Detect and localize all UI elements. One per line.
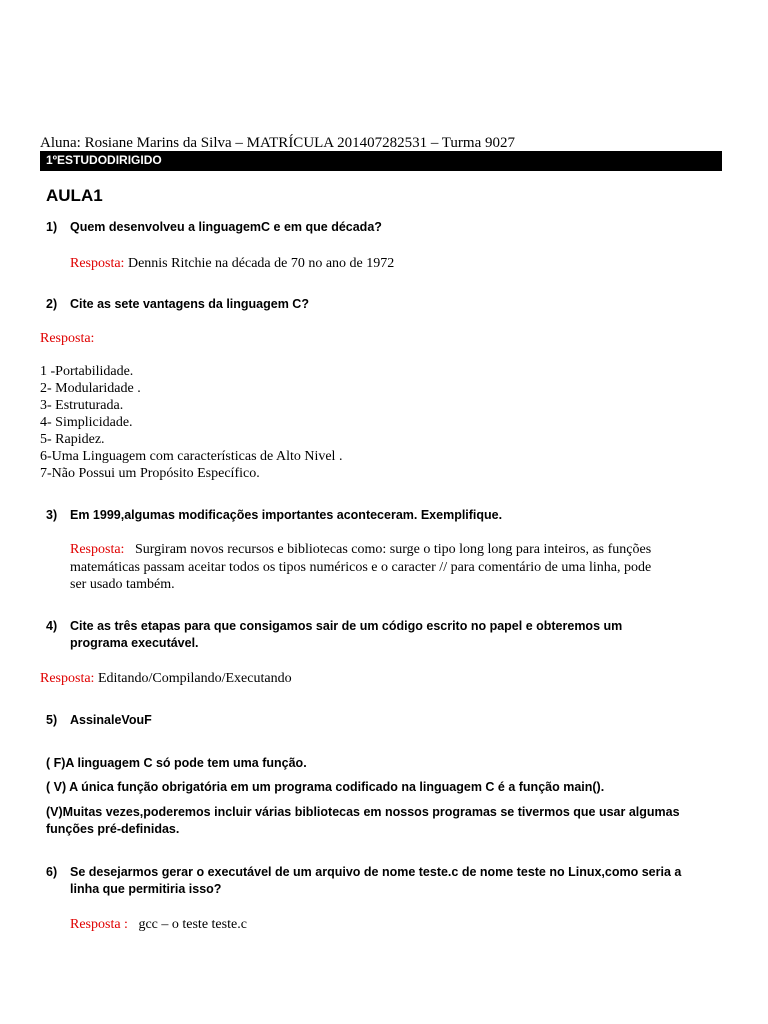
answer-6 (70, 917, 247, 933)
question-number: 2) (46, 297, 58, 311)
answer-3-line-1 (70, 542, 651, 558)
question-number: 6) (46, 865, 58, 879)
question-6-line-2: linha que permitiria isso? (70, 882, 222, 896)
title-banner (40, 151, 722, 171)
list-item: 3- Estruturada. (40, 398, 124, 413)
question-number: 4) (46, 619, 58, 633)
list-item: 4- Simplicidade. (40, 415, 133, 430)
answer-label: Resposta: (70, 256, 125, 271)
question-4-line-2: programa executável. (70, 636, 199, 650)
question-text: Cite as três etapas para que consigamos sair de um código escrito no papel e obteremos um (70, 619, 623, 633)
list-item: 5- Rapidez. (40, 432, 105, 447)
answer-text: gcc – o teste teste.c (138, 917, 247, 932)
answer-label: Resposta : (70, 917, 128, 932)
question-number: 5) (46, 713, 58, 727)
true-false-item: ( V) A única função obrigatória em um programa codificado na linguagem C é a função main(). (46, 780, 605, 794)
answer-text: Surgiram novos recursos e bibliotecas como: surge o tipo long long para inteiros, as funções (134, 542, 652, 557)
list-item: 1 -Portabilidade. (40, 364, 134, 379)
answer-label: Resposta: (40, 331, 95, 346)
question-text: Em 1999,algumas modificações importantes aconteceram. Exemplifique. (70, 508, 503, 522)
answer-3-line-3: ser usado também. (70, 577, 175, 592)
banner-title: 1ºESTUDODIRIGIDO (46, 153, 162, 167)
answer-3-line-2: matemáticas passam aceitar todos os tipos numéricos e o caracter // para comentário de uma linha, pode (70, 560, 652, 575)
list-item: 7-Não Possui um Propósito Específico. (40, 466, 260, 481)
answer-text: Dennis Ritchie na década de 70 no ano de 1972 (127, 256, 395, 271)
student-info-line: Aluna: Rosiane Marins da Silva – MATRÍCULA 201407282531 – Turma 9027 (40, 135, 515, 151)
question-text: AssinaleVouF (70, 713, 152, 727)
answer-label: Resposta: (40, 671, 95, 686)
question-text: Se desejarmos gerar o executável de um arquivo de nome teste.c de nome teste no Linux,como seria a (70, 865, 682, 879)
true-false-item: ( F)A linguagem C só pode tem uma função. (46, 756, 307, 770)
answer-label: Resposta: (70, 542, 125, 557)
answer-4 (40, 671, 292, 687)
question-number: 3) (46, 508, 58, 522)
true-false-item: (V)Muitas vezes,poderemos incluir várias bibliotecas em nossos programas se tivermos que usar algumas (46, 805, 680, 819)
list-item: 6-Uma Linguagem com características de Alto Nivel . (40, 449, 343, 464)
list-item: 2- Modularidade . (40, 381, 141, 396)
answer-text: Editando/Compilando/Executando (97, 671, 292, 686)
question-text: Cite as sete vantagens da linguagem C? (70, 297, 309, 311)
question-text: Quem desenvolveu a linguagemC e em que década? (70, 220, 382, 234)
answer-1 (70, 256, 394, 272)
question-number: 1) (46, 220, 58, 234)
section-title: AULA1 (46, 186, 103, 205)
true-false-item-continued: funções pré-definidas. (46, 822, 180, 836)
